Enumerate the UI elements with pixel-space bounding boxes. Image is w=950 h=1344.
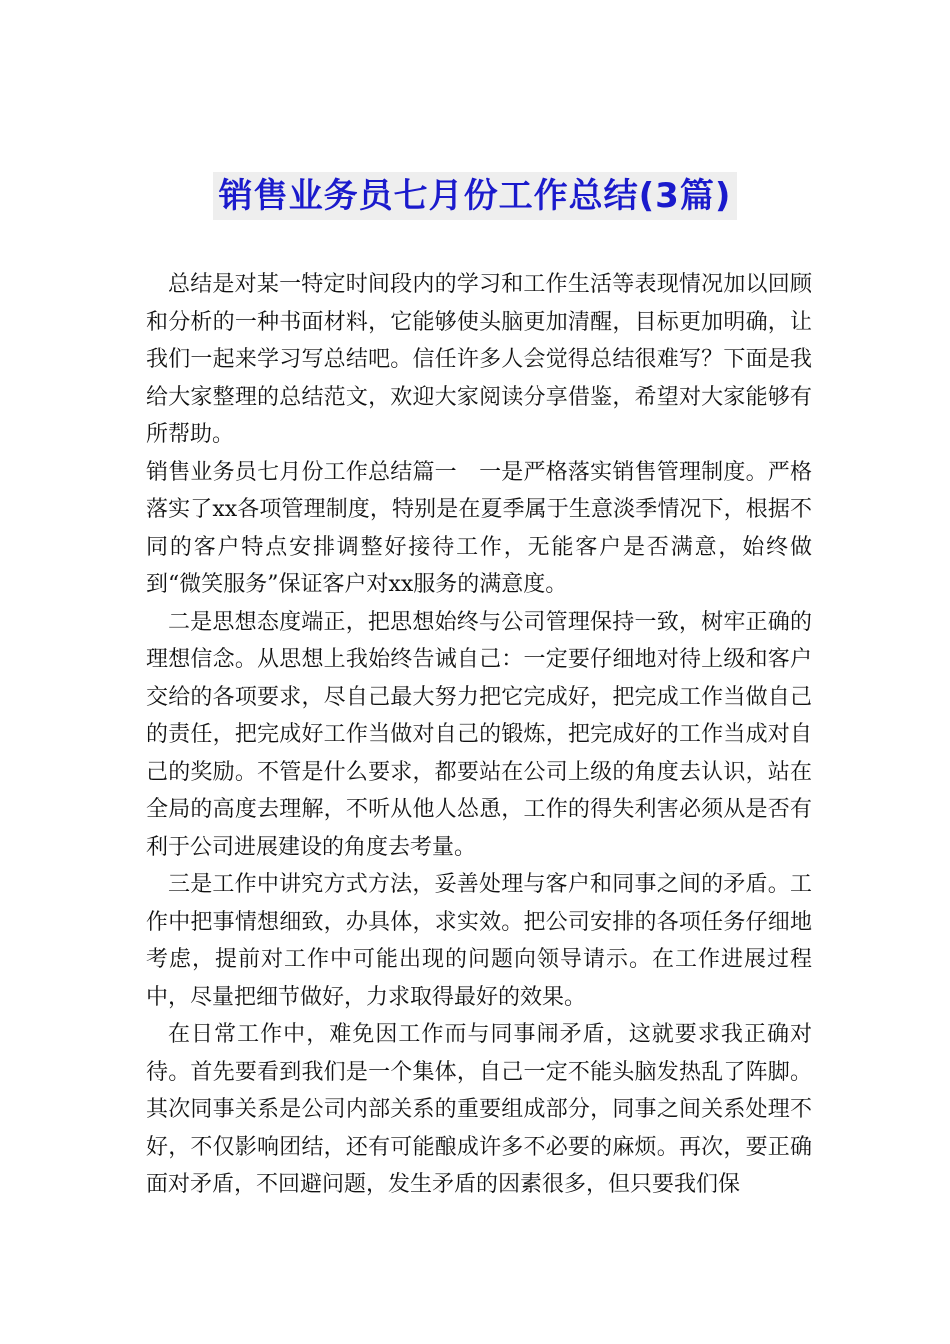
title-container <box>0 172 950 220</box>
intro-paragraph: 总结是对某一特定时间段内的学习和工作生活等表现情况加以回顾和分析的一种书面材料，它能够使头脑更加清醒，目标更加明确，让我们一起来学习写总结吧。信任许多人会觉得总结很难写？下面是我给大家整理的总结范文，欢迎大家阅读分享借鉴，希望对大家能够有所帮助。 <box>146 272 812 447</box>
daily-work-paragraph: 在日常工作中，难免因工作而与同事闹矛盾，这就要求我正确对待。首先要看到我们是一个集体，自己一定不能头脑发热乱了阵脚。其次同事关系是公司内部关系的重要组成部分，同事之间关系处理不好，不仅影响团结，还有可能酿成许多不必要的麻烦。再次，要正确面对矛盾，不回避问题，发生矛盾的因素很多，但只要我们保 <box>146 1022 812 1197</box>
point-two-paragraph: 二是思想态度端正，把思想始终与公司管理保持一致，树牢正确的理想信念。从思想上我始终告诫自己：一定要仔细地对待上级和客户交给的各项要求，尽自己最大努力把它完成好，把完成工作当做自己的责任，把完成好工作当做对自己的锻炼，把完成好的工作当成对自己的奖励。不管是什么要求，都要站在公司上级的角度去认识，站在全局的高度去理解，不听从他人怂恿，工作的得失利害必须从是否有利于公司进展建设的角度去考量。 <box>146 609 812 860</box>
point-three-paragraph: 三是工作中讲究方式方法，妥善处理与客户和同事之间的矛盾。工作中把事情想细致，办具体，求实效。把公司安排的各项任务仔细地考虑，提前对工作中可能出现的问题向领导请示。在工作进展过程中，尽量把细节做好，力求取得最好的效果。 <box>146 872 812 1010</box>
section-one-paragraph: 销售业务员七月份工作总结篇一 一是严格落实销售管理制度。严格落实了xx各项管理制度，特别是在夏季属于生意淡季情况下，根据不同的客户特点安排调整好接待工作，无能客户是否满意，始终做到“微笑服务”保证客户对xx服务的满意度。 <box>146 459 812 597</box>
document-title: 销售业务员七月份工作总结(3篇) <box>213 172 738 220</box>
document-body <box>146 266 812 1204</box>
